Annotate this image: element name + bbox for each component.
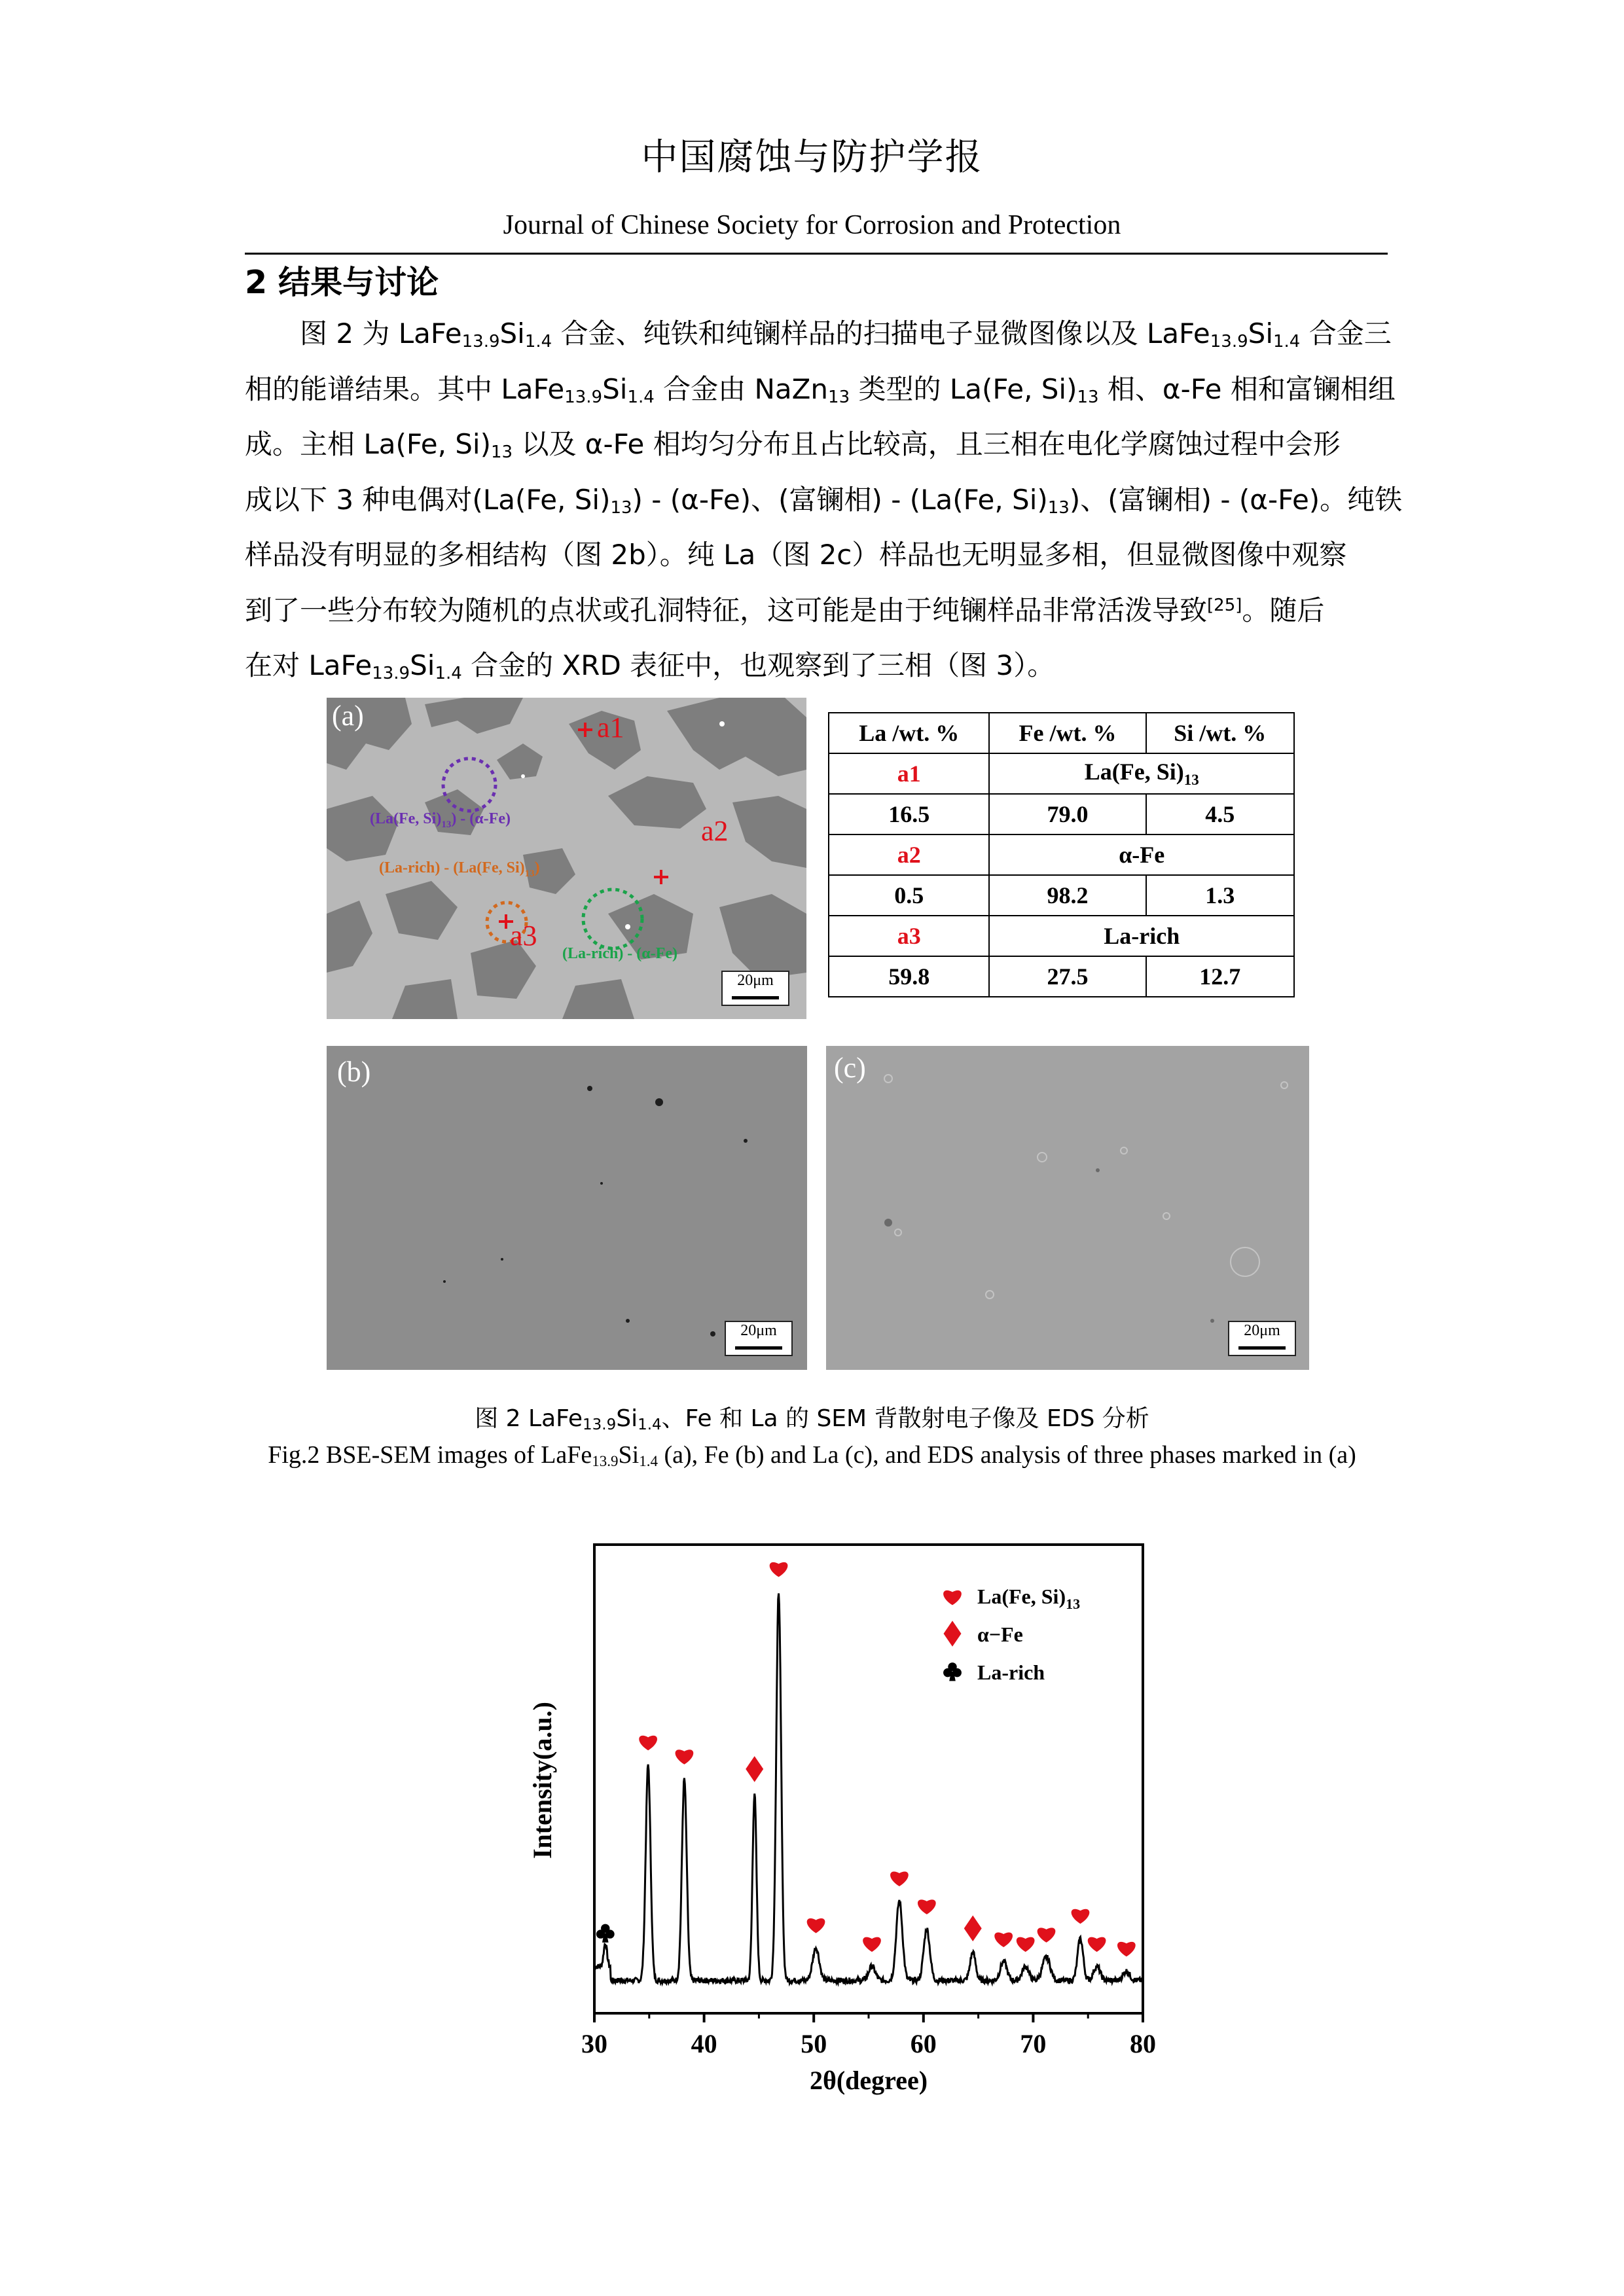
- table-header-row: [829, 713, 1294, 753]
- journal-title-cn: 中国腐蚀与防护学报: [641, 136, 983, 179]
- body-paragraph: [245, 306, 1403, 694]
- table-row: [829, 834, 1294, 875]
- peak-marker-lafesi: [676, 1749, 694, 1765]
- peak-marker-lafesi: [1088, 1937, 1106, 1952]
- table-row: [829, 753, 1294, 794]
- paragraph-line: 成。主相 La(Fe, $Si)_{13}$ 以及 α-Fe 相均匀分布且占比较高，且三相在电化学腐蚀过程中会形: [245, 428, 1341, 462]
- panel-label-b: (b): [337, 1056, 371, 1088]
- table-row: [829, 956, 1294, 997]
- legend-label: La(Fe, $Si)_{13}$: [977, 1585, 1081, 1612]
- phase-cell: La(Fe, $Si)_{13}$: [989, 753, 1294, 794]
- table-cell: 79.0: [989, 794, 1146, 834]
- section-heading: 2 结果与讨论: [245, 264, 439, 301]
- figure2-caption-en: Fig.2 BSE-SEM images of $LaFe_{13.9}Si_{1.4}$ (a), Fe (b) and La (c), and EDS analysis of three phases marked in (a): [268, 1441, 1356, 1469]
- peak-marker-lafesi: [918, 1899, 936, 1914]
- peak-marker-alpha-fe: [964, 1916, 982, 1942]
- scale-bar-b: 20μm: [725, 1321, 793, 1356]
- table-cell: 4.5: [1146, 794, 1294, 834]
- x-tick-label: 70: [1020, 2029, 1047, 2058]
- point-label-a2: a2: [701, 815, 729, 847]
- paragraph-line: 图 2 为 $LaFe_{13.9}Si_{1.4}$ 合金、纯铁和纯镧样品的扫描电子显微图像以及 $LaFe_{13.9}Si_{1.4}$ 合金三: [300, 317, 1392, 351]
- xrd-chart: [511, 1525, 1204, 2101]
- panel-label-a: (a): [332, 700, 364, 732]
- x-axis-ticks: [581, 2013, 1156, 2058]
- point-label-a3: a3: [510, 920, 537, 952]
- point-cell: a2: [829, 834, 989, 875]
- phase-cell: La-rich: [989, 916, 1294, 956]
- point-label-a1: a1: [597, 711, 624, 744]
- peak-marker-lafesi: [770, 1562, 788, 1577]
- peak-marker-lafesi: [1072, 1909, 1090, 1924]
- point-cell: a3: [829, 916, 989, 956]
- eds-table: [828, 712, 1295, 997]
- table-row: [829, 794, 1294, 834]
- legend-symbol: [943, 1590, 962, 1605]
- peak-marker-lafesi: [1117, 1942, 1136, 1957]
- sem-image-c: [826, 1046, 1309, 1370]
- paragraph-line: 相的能谱结果。其中 $LaFe_{13.9}Si_{1.4}$ 合金由 NaZn$_{13}$ 类型的 La(Fe, $Si)_{13}$ 相、α-Fe 相和富镧相组: [245, 372, 1396, 407]
- scale-bar-a: 20μm: [721, 971, 789, 1006]
- legend-label-sub: 13: [1066, 1596, 1081, 1612]
- peak-marker-la-rich: [596, 1924, 615, 1943]
- legend-label: La-rich: [977, 1660, 1045, 1684]
- peak-marker-lafesi: [994, 1933, 1013, 1948]
- table-cell: 16.5: [829, 794, 989, 834]
- x-tick-label: 60: [910, 2029, 937, 2058]
- point-cell: a1: [829, 753, 989, 794]
- scale-bar-c: 20μm: [1228, 1321, 1296, 1356]
- phase-cell: α-Fe: [989, 834, 1294, 875]
- peak-marker-lafesi: [863, 1937, 881, 1952]
- legend-symbol: [943, 1662, 962, 1681]
- paragraph-line: 到了一些分布较为随机的点状或孔洞特征，这可能是由于纯镧样品非常活泼导致[25]。随后: [245, 594, 1325, 626]
- x-tick-label: 50: [801, 2029, 827, 2058]
- x-axis-label: 2θ(degree): [809, 2066, 928, 2095]
- table-cell: 98.2: [989, 875, 1146, 916]
- peak-marker-alpha-fe: [746, 1756, 763, 1782]
- couple-label-1: (La(Fe, $Si)_{13}) - (\alpha-Fe)$: [370, 810, 511, 830]
- couple-label-2: (La-rich) - (La(Fe, $Si)_{13}$): [379, 859, 540, 879]
- table-header: La /wt. %: [829, 713, 989, 753]
- x-tick-label: 40: [691, 2029, 717, 2058]
- legend-symbol: [944, 1621, 962, 1647]
- citation: [25]: [1207, 595, 1242, 615]
- table-header: Si /wt. %: [1146, 713, 1294, 753]
- legend: [943, 1585, 1080, 1684]
- table-header: Fe /wt. %: [989, 713, 1146, 753]
- figure2-caption-cn: 图 2 $LaFe_{13.9}Si_{1.4}$、Fe 和 La 的 SEM 背散射电子像及 EDS 分析: [475, 1405, 1149, 1433]
- x-tick-label: 30: [581, 2029, 607, 2058]
- peak-marker-lafesi: [890, 1871, 909, 1886]
- sem-image-b: [327, 1046, 807, 1370]
- journal-title-en: Journal of Chinese Society for Corrosion and Protection: [503, 210, 1121, 240]
- legend-label: α−Fe: [977, 1623, 1023, 1646]
- paragraph-line: 成以下 3 种电偶对(La(Fe, $Si)_{13}) - (\alpha-Fe)$、(富镧相) - (La(Fe, $Si)_{13}$)、(富镧相) - (α-Fe)。纯铁: [245, 483, 1403, 518]
- table-cell: 1.3: [1146, 875, 1294, 916]
- peak-marker-lafesi: [1038, 1928, 1056, 1943]
- series-line: [594, 1594, 1143, 1984]
- header-rule: [245, 253, 1388, 255]
- table-cell: 59.8: [829, 956, 989, 997]
- paragraph-line: 样品没有明显的多相结构（图 2b）。纯 La（图 2c）样品也无明显多相，但显微图像中观察: [245, 539, 1347, 571]
- table-row: [829, 916, 1294, 956]
- table-cell: 27.5: [989, 956, 1146, 997]
- x-tick-label: 80: [1130, 2029, 1156, 2058]
- couple-label-3: (La-rich) - (α-Fe): [562, 945, 677, 962]
- table-row: [829, 875, 1294, 916]
- sem-image-a: [327, 698, 806, 1019]
- panel-label-c: (c): [834, 1052, 866, 1084]
- peak-marker-lafesi: [639, 1736, 657, 1751]
- peak-markers: [596, 1562, 1136, 1956]
- y-axis-label: Intensity(a.u.): [528, 1701, 557, 1859]
- peak-marker-lafesi: [807, 1918, 825, 1933]
- peak-marker-lafesi: [1017, 1937, 1035, 1952]
- table-cell: 0.5: [829, 875, 989, 916]
- paragraph-line: 在对 $LaFe_{13.9}Si_{1.4}$ 合金的 XRD 表征中，也观察到了三相（图 3）。: [245, 649, 1055, 683]
- table-cell: 12.7: [1146, 956, 1294, 997]
